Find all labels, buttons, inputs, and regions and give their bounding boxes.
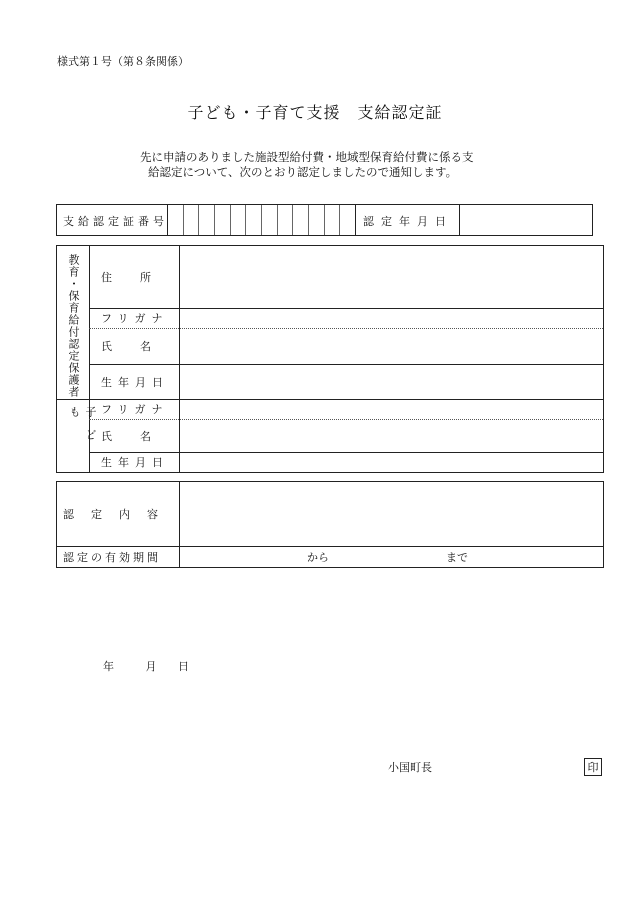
guardian-birthdate-field[interactable] xyxy=(181,365,603,399)
certificate-number-digit-2[interactable] xyxy=(184,205,199,235)
certificate-number-digit-12[interactable] xyxy=(340,205,355,235)
issuer-name: 小国町長 xyxy=(388,761,432,774)
certificate-number-digit-1[interactable] xyxy=(168,205,183,235)
certificate-number-digit-8[interactable] xyxy=(278,205,293,235)
guardian-address-field[interactable] xyxy=(181,246,603,307)
guardian-furigana-field[interactable] xyxy=(181,309,603,328)
certificate-number-digit-7[interactable] xyxy=(262,205,277,235)
child-birthdate-field[interactable] xyxy=(181,453,603,472)
guardian-furigana-label: フリガナ xyxy=(101,312,169,325)
intro-line-1: 先に申請のありました施設型給付費・地域型保育給付費に係る支 xyxy=(140,150,474,164)
issue-date xyxy=(103,658,189,674)
child-furigana-label: フリガナ xyxy=(101,403,169,416)
child-section-label: 子ども xyxy=(68,406,97,452)
validity-period-label: 認定の有効期間 xyxy=(63,550,161,564)
certificate-number-digit-11[interactable] xyxy=(325,205,340,235)
issue-year-unit: 年 xyxy=(103,660,114,673)
certificate-number-digit-10[interactable] xyxy=(309,205,324,235)
guardian-address-label: 住 所 xyxy=(101,271,153,284)
seal-mark: 印 xyxy=(584,758,602,776)
certification-date-field[interactable] xyxy=(461,205,592,235)
issue-day-unit: 日 xyxy=(178,660,189,673)
intro-line-2: 給認定について、次のとおり認定しましたので通知します。 xyxy=(148,165,458,179)
guardian-birthdate-label: 生年月日 xyxy=(101,375,169,389)
child-furigana-field[interactable] xyxy=(181,400,603,419)
certificate-number-digit-6[interactable] xyxy=(246,205,261,235)
certificate-number-digit-5[interactable] xyxy=(231,205,246,235)
intro-text xyxy=(140,150,520,180)
guardian-section-label: 教育・保育給付認定保護者 xyxy=(67,254,80,398)
child-name-label: 氏 名 xyxy=(101,429,153,443)
certificate-number-table xyxy=(56,204,593,236)
certificate-number-digit-9[interactable] xyxy=(293,205,308,235)
child-birthdate-label: 生年月日 xyxy=(101,456,169,469)
issue-month-unit: 月 xyxy=(145,660,157,673)
certification-content-table xyxy=(56,481,604,568)
certification-content-label: 認 定 内 容 xyxy=(63,508,161,521)
certificate-number-label: 支給認定証番号 xyxy=(63,214,168,228)
validity-until-text: まで xyxy=(446,550,468,564)
child-name-field[interactable] xyxy=(181,420,603,452)
certification-content-field[interactable] xyxy=(181,482,603,546)
guardian-name-label: 氏 名 xyxy=(101,340,153,353)
guardian-child-table xyxy=(56,245,604,473)
certification-date-label: 認定年月日 xyxy=(363,214,453,228)
document-title: 子ども・子育て支援 支給認定証 xyxy=(187,103,443,122)
certificate-number-digit-4[interactable] xyxy=(215,205,230,235)
certificate-number-digit-3[interactable] xyxy=(199,205,214,235)
guardian-name-field[interactable] xyxy=(181,329,603,364)
form-reference: 様式第１号（第８条関係） xyxy=(57,55,189,68)
validity-from-text: から xyxy=(307,550,329,564)
